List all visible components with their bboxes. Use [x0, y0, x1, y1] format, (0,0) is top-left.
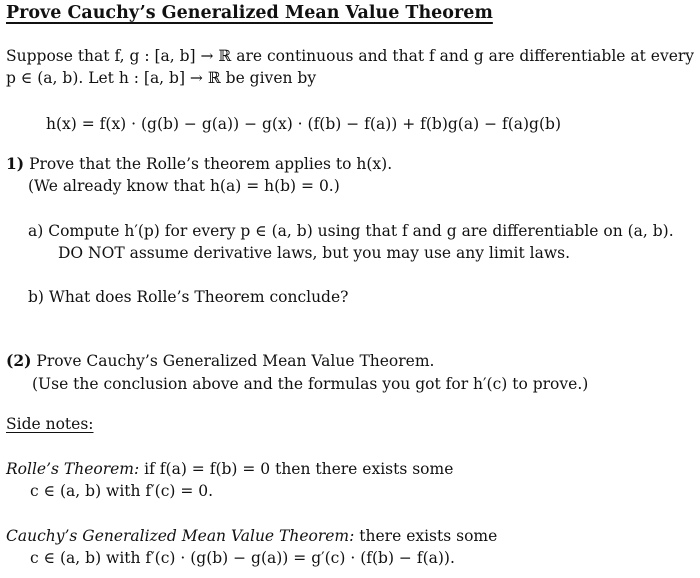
part-1-number: 1) [6, 154, 25, 173]
part-1-heading [6, 154, 392, 174]
rolle-theorem-statement: if f(a) = f(b) = 0 then there exists some [144, 460, 454, 478]
part-1-text: Prove that the Rolle’s theorem applies to h(x). [29, 155, 393, 173]
cauchy-theorem-line-2: c ∈ (a, b) with f′(c) · (g(b) − g(a)) = g′(c) · (f(b) − f(a)). [30, 549, 455, 567]
part-1-note: (We already know that h(a) = h(b) = 0.) [28, 177, 340, 195]
cauchy-theorem-statement: there exists some [359, 527, 498, 545]
part-1b: b) What does Rolle’s Theorem conclude? [28, 288, 349, 306]
part-1a-line-2: DO NOT assume derivative laws, but you may use any limit laws. [58, 244, 570, 262]
intro-line-1: Suppose that f, g : [a, b] → ℝ are continuous and that f and g are differentiable at every [6, 47, 695, 65]
part-2-heading [6, 351, 434, 371]
rolle-theorem-line-2: c ∈ (a, b) with f′(c) = 0. [30, 482, 214, 500]
cauchy-theorem-label: Cauchy’s Generalized Mean Value Theorem: [6, 527, 355, 545]
rolle-theorem-label: Rolle’s Theorem: [6, 460, 140, 478]
cauchy-theorem-line-1 [6, 526, 497, 546]
side-notes-heading: Side notes: [6, 415, 94, 433]
rolle-theorem-line-1 [6, 459, 453, 479]
part-2-number: (2) [6, 351, 32, 370]
intro-line-2: p ∈ (a, b). Let h : [a, b] → ℝ be given by [6, 69, 317, 87]
part-2-note: (Use the conclusion above and the formulas you got for h′(c) to prove.) [32, 375, 589, 393]
h-formula: h(x) = f(x) · (g(b) − g(a)) − g(x) · (f(b) − f(a)) + f(b)g(a) − f(a)g(b) [46, 115, 561, 133]
page-title: Prove Cauchy’s Generalized Mean Value Theorem [6, 3, 493, 23]
part-2-text: Prove Cauchy’s Generalized Mean Value Theorem. [36, 352, 435, 370]
part-1a-line-1: a) Compute h′(p) for every p ∈ (a, b) using that f and g are differentiable on (a, b). [28, 222, 674, 240]
